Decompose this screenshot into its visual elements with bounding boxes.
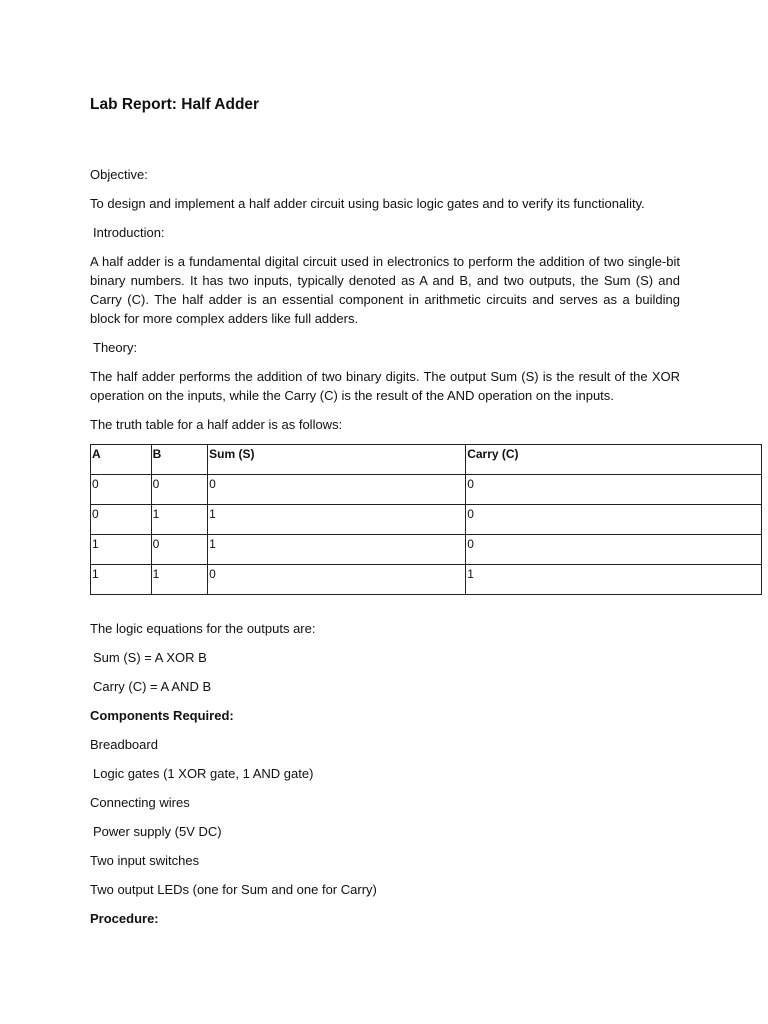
component-item: Connecting wires: [90, 795, 190, 810]
header-cell-b: B: [151, 445, 208, 475]
procedure-heading: Procedure:: [90, 911, 159, 926]
equations-intro: The logic equations for the outputs are:: [90, 621, 316, 636]
cell-sum: 1: [208, 505, 466, 535]
introduction-heading: Introduction:: [93, 225, 165, 240]
truth-table: [90, 444, 762, 595]
component-item: Power supply (5V DC): [93, 824, 222, 839]
component-item: Breadboard: [90, 737, 158, 752]
component-item: Two input switches: [90, 853, 200, 868]
cell-a: 1: [91, 565, 152, 595]
header-cell-sum: Sum (S): [208, 445, 466, 475]
table-row: [91, 475, 762, 505]
cell-b: 0: [151, 535, 208, 565]
table-row: [91, 535, 762, 565]
cell-b: 0: [151, 475, 208, 505]
component-item: Two output LEDs (one for Sum and one for Carry): [90, 882, 377, 897]
header-cell-carry: Carry (C): [466, 445, 762, 475]
theory-heading: Theory:: [93, 340, 138, 355]
component-item: Logic gates (1 XOR gate, 1 AND gate): [93, 766, 314, 781]
objective-text: To design and implement a half adder circuit using basic logic gates and to verify its functionality.: [90, 196, 645, 211]
table-row: [91, 565, 762, 595]
cell-b: 1: [151, 565, 208, 595]
objective-heading: Objective:: [90, 167, 148, 182]
cell-a: 0: [91, 505, 152, 535]
sum-equation: Sum (S) = A XOR B: [93, 650, 207, 665]
cell-sum: 0: [208, 565, 466, 595]
document-body: [90, 95, 680, 938]
cell-a: 1: [91, 535, 152, 565]
truth-table-header-row: [91, 445, 762, 475]
table-row: [91, 505, 762, 535]
cell-carry: 0: [466, 475, 762, 505]
cell-carry: 0: [466, 535, 762, 565]
cell-b: 1: [151, 505, 208, 535]
header-cell-a: A: [91, 445, 152, 475]
cell-carry: 0: [466, 505, 762, 535]
page-title: Lab Report: Half Adder: [90, 96, 260, 113]
cell-a: 0: [91, 475, 152, 505]
introduction-text: A half adder is a fundamental digital circuit used in electronics to perform the addition of two single-bit binary numbers. It has two inputs, typically denoted as A and B, and two outputs, the Sum (S) and Carry (C). The half adder is an essential component in arithmetic circuits and serves as a building block for more complex adders like full adders.: [90, 254, 680, 326]
carry-equation: Carry (C) = A AND B: [93, 679, 212, 694]
cell-carry: 1: [466, 565, 762, 595]
theory-text: The half adder performs the addition of two binary digits. The output Sum (S) is the result of the XOR operation on the inputs, while the Carry (C) is the result of the AND operation on the inputs.: [90, 369, 680, 403]
cell-sum: 0: [208, 475, 466, 505]
components-heading: Components Required:: [90, 708, 234, 723]
truth-table-intro: The truth table for a half adder is as follows:: [90, 417, 343, 432]
cell-sum: 1: [208, 535, 466, 565]
